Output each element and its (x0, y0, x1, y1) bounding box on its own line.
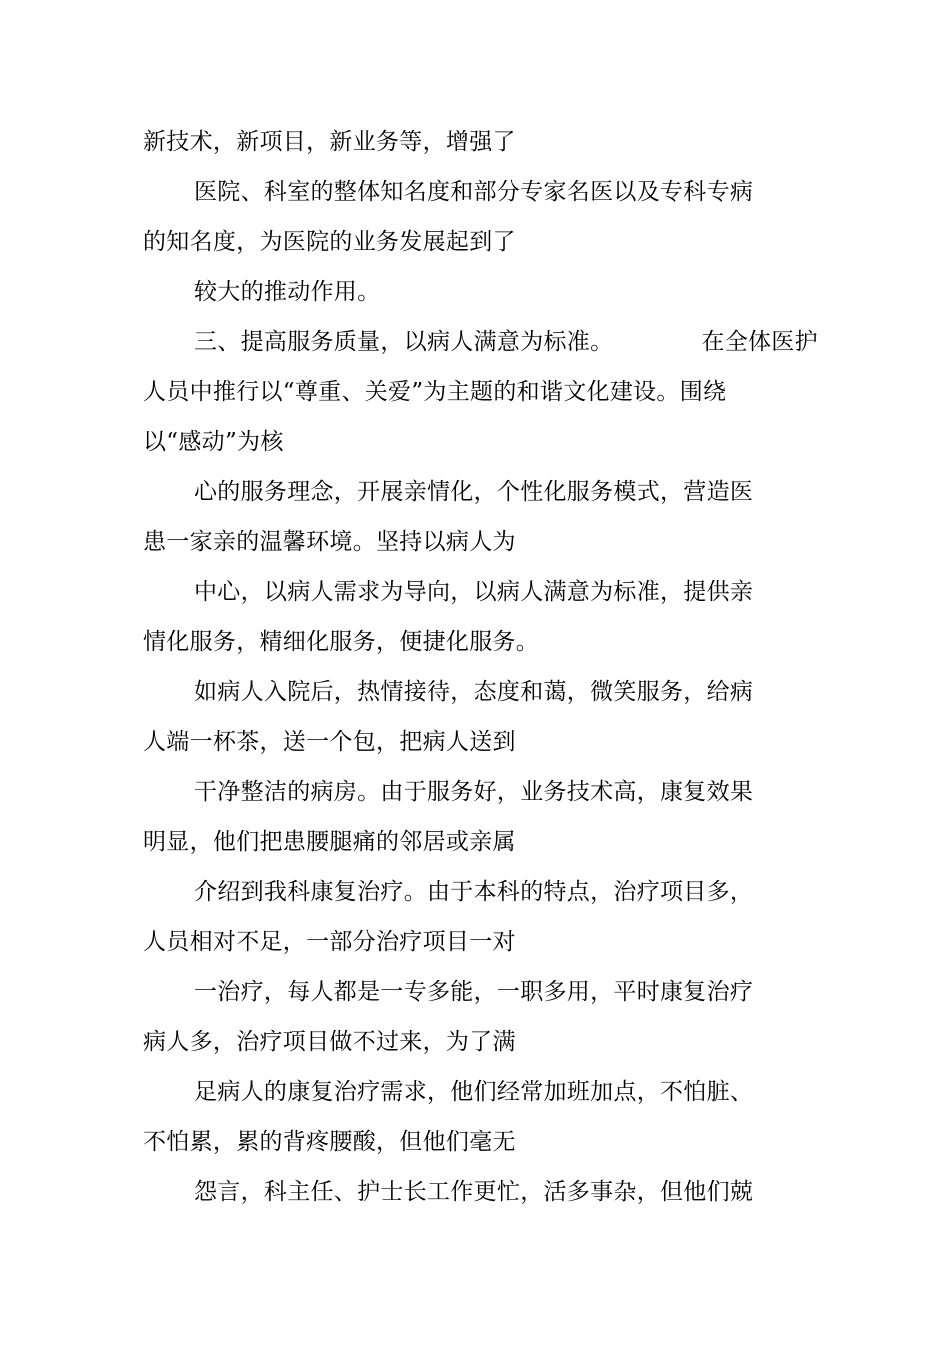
text-line: 介绍到我科康复治疗。由于本科的特点，治疗项目多， (194, 879, 754, 905)
text-line: 如病人入院后，热情接待，态度和蔼，微笑服务，给病 (194, 679, 754, 705)
text-line: 医院、科室的整体知名度和部分专家名医以及专科专病 (194, 179, 754, 205)
text-line: 怨言，科主任、护士长工作更忙，活多事杂，但他们兢 (194, 1179, 754, 1205)
text-line: 情化服务，精细化服务，便捷化服务。 (143, 629, 540, 655)
text-fragment: 在全体医护 (701, 329, 818, 355)
text-line: 病人多，治疗项目做不过来，为了满 (143, 1029, 516, 1055)
text-line: 中心，以病人需求为导向，以病人满意为标准，提供亲 (194, 579, 754, 605)
text-line: 的知名度，为医院的业务发展起到了 (143, 229, 516, 255)
text-line (194, 327, 818, 357)
text-line: 心的服务理念，开展亲情化，个性化服务模式，营造医 (194, 479, 754, 505)
text-line: 人员中推行以“尊重、关爱”为主题的和谐文化建设。围绕 (143, 379, 727, 405)
text-line: 明显，他们把患腰腿痛的邻居或亲属 (143, 829, 516, 855)
text-line: 以“感动”为核 (143, 429, 284, 455)
text-line: 不怕累，累的背疼腰酸，但他们毫无 (143, 1129, 516, 1155)
section-heading: 三、提高服务质量，以病人满意为标准。 (194, 329, 614, 355)
text-line: 人端一杯茶，送一个包，把病人送到 (143, 729, 516, 755)
text-line: 较大的推动作用。 (194, 279, 381, 305)
text-line: 患一家亲的温馨环境。坚持以病人为 (143, 529, 516, 555)
text-line: 新技术，新项目，新业务等，增强了 (143, 129, 516, 155)
text-line: 人员相对不足，一部分治疗项目一对 (143, 929, 516, 955)
text-line: 一治疗，每人都是一专多能，一职多用，平时康复治疗 (194, 979, 754, 1005)
text-line: 足病人的康复治疗需求，他们经常加班加点，不怕脏、 (194, 1079, 754, 1105)
text-line: 干净整洁的病房。由于服务好，业务技术高，康复效果 (194, 779, 754, 805)
